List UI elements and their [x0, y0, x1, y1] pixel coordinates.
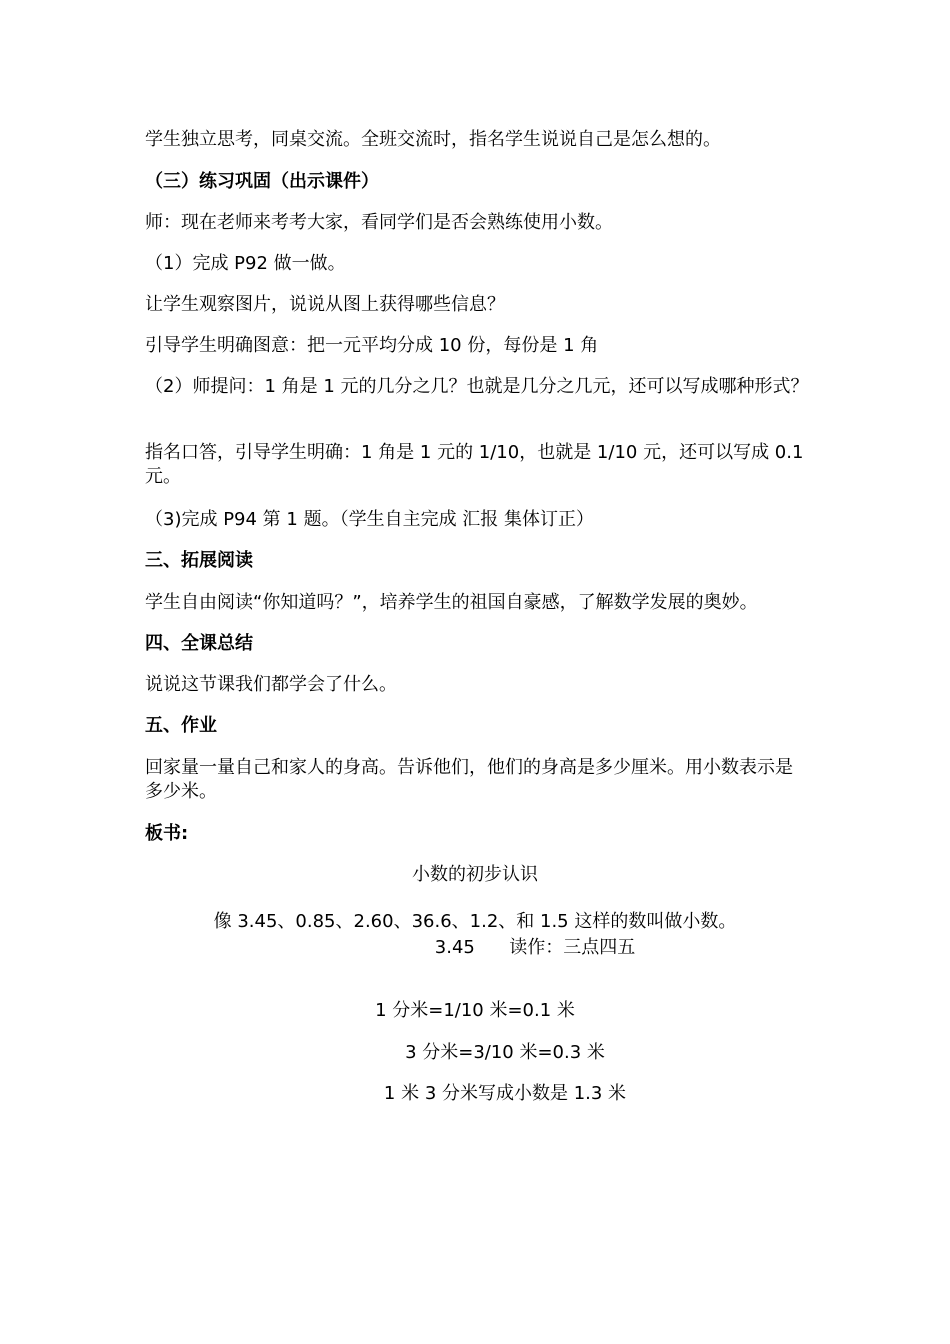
paragraph-oral-answer: 指名口答，引导学生明确：1 角是 1 元的 1/10，也就是 1/10 元，还可以写成 0.1 元。	[145, 442, 804, 487]
paragraph-guide-meaning: 引导学生明确图意：把一元平均分成 10 份，每份是 1 角	[145, 335, 599, 356]
paragraph-exercise-3: （3)完成 P94 第 1 题。（学生自主完成 汇报 集体订正）	[145, 509, 595, 530]
heading-summary: 四、全课总结	[145, 633, 253, 654]
blackboard-definition: 像 3.45、0.85、2.60、36.6、1.2、和 1.5 这样的数叫做小数。	[213, 911, 737, 932]
paragraph-free-reading: 学生自由阅读“你知道吗？”，培养学生的祖国自豪感，了解数学发展的奥妙。	[145, 592, 758, 613]
blackboard-title: 小数的初步认识	[412, 864, 538, 885]
blackboard-reading-example: 3.45 读作：三点四五	[434, 937, 636, 958]
blackboard-conversion-3: 1 米 3 分米写成小数是 1.3 米	[383, 1083, 627, 1104]
paragraph-teacher-quiz: 师：现在老师来考考大家，看同学们是否会熟练使用小数。	[145, 212, 613, 233]
paragraph-exercise-1: （1）完成 P92 做一做。	[145, 253, 346, 274]
paragraph-teacher-question: （2）师提问：1 角是 1 元的几分之几？也就是几分之几元，还可以写成哪种形式？	[145, 376, 809, 397]
paragraph-independent-thinking: 学生独立思考，同桌交流。全班交流时，指名学生说说自己是怎么想的。	[145, 129, 721, 150]
heading-practice: （三）练习巩固（出示课件）	[145, 171, 379, 192]
paragraph-summary: 说说这节课我们都学会了什么。	[145, 674, 397, 695]
blackboard-conversion-1: 1 分米=1/10 米=0.1 米	[375, 1000, 575, 1021]
heading-blackboard: 板书:	[145, 823, 189, 844]
heading-homework: 五、作业	[145, 715, 217, 736]
blackboard-conversion-2: 3 分米=3/10 米=0.3 米	[405, 1042, 605, 1063]
heading-extended-reading: 三、拓展阅读	[145, 550, 253, 571]
paragraph-homework: 回家量一量自己和家人的身高。告诉他们，他们的身高是多少厘米。用小数表示是多少米。	[145, 757, 793, 802]
paragraph-observe-picture: 让学生观察图片，说说从图上获得哪些信息？	[145, 294, 505, 315]
